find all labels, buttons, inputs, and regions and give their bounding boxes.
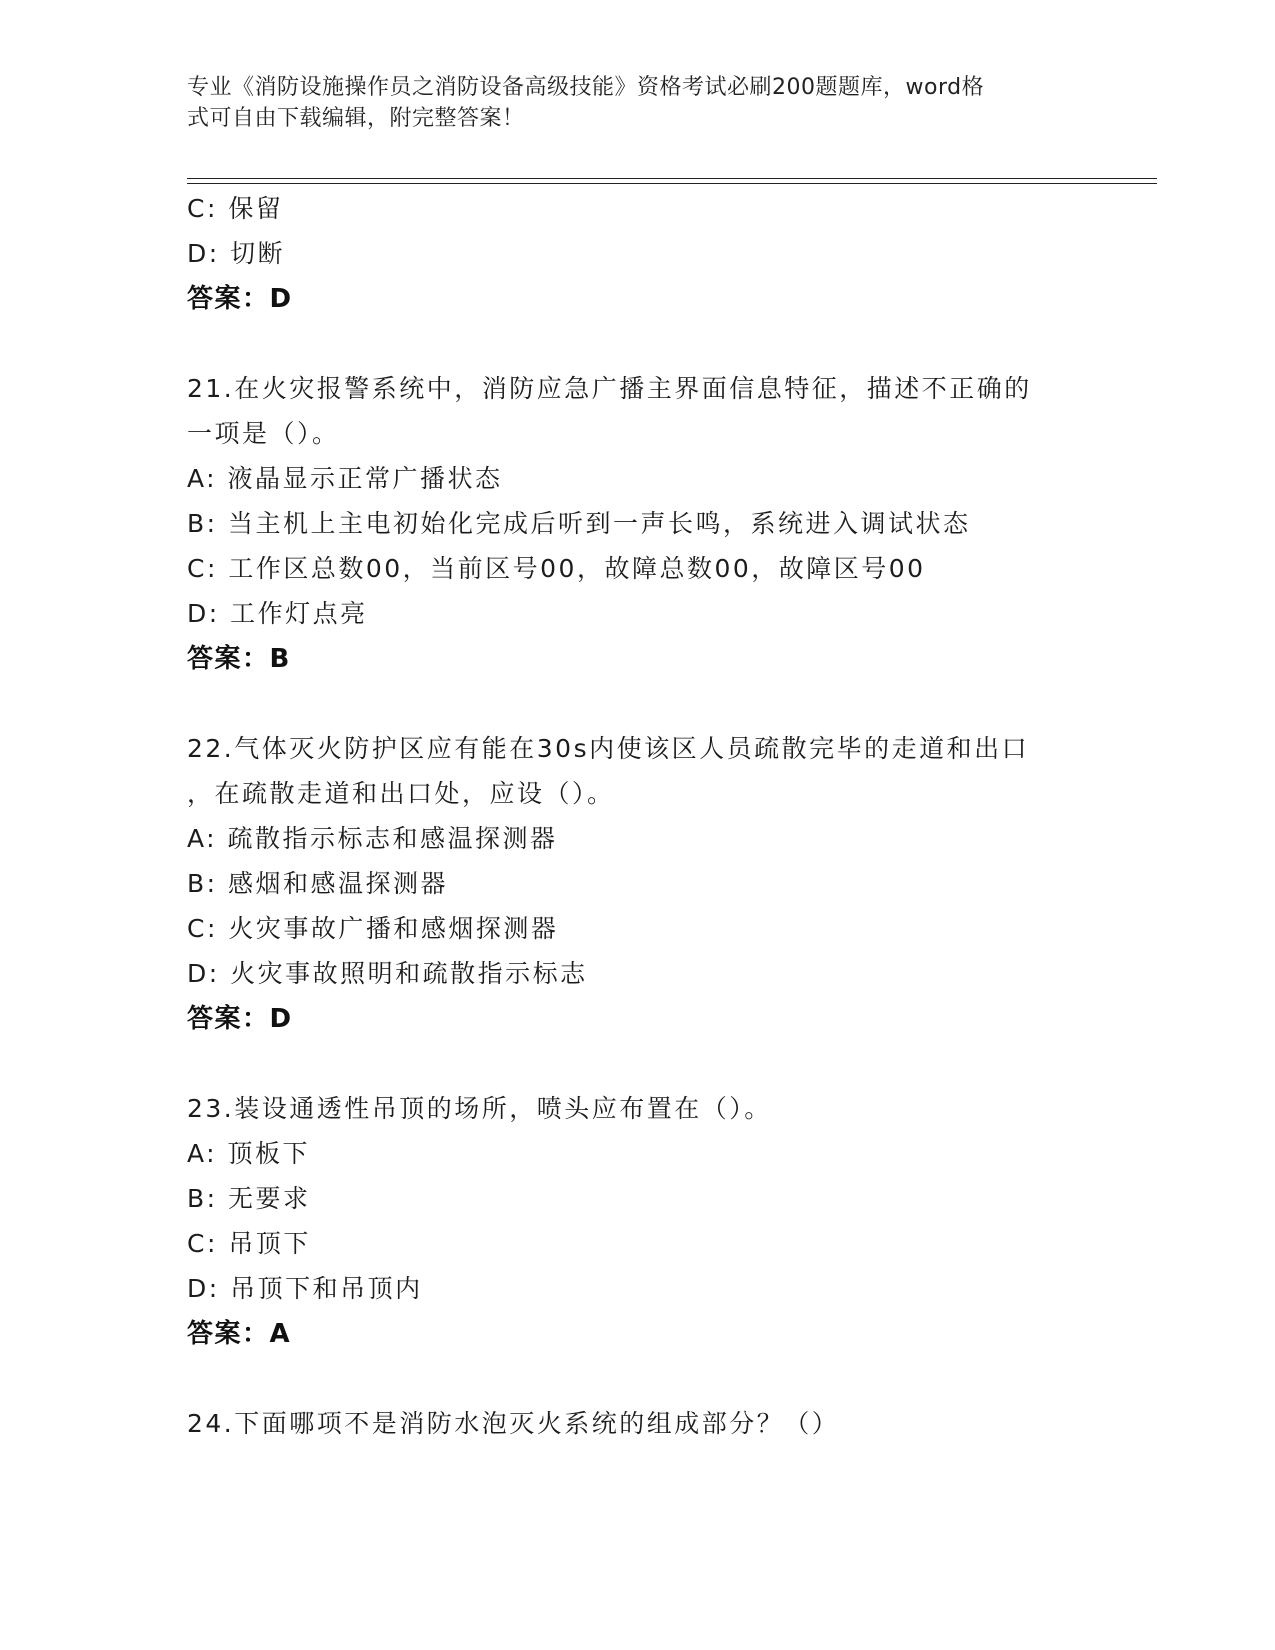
q22-stem-line-1: 22.气体灭火防护区应有能在30s内使该区人员疏散完毕的走道和出口 bbox=[187, 734, 1030, 763]
q21-option-b: B: 当主机上主电初始化完成后听到一声长鸣，系统进入调试状态 bbox=[187, 509, 971, 538]
header-divider-top bbox=[187, 178, 1157, 179]
q20-option-d: D: 切断 bbox=[187, 239, 286, 268]
q23-answer: 答案：A bbox=[187, 1319, 292, 1349]
q23-stem-line-1: 23.装设通透性吊顶的场所，喷头应布置在（）。 bbox=[187, 1094, 772, 1123]
q20-option-c: C: 保留 bbox=[187, 194, 284, 223]
q21-answer: 答案：B bbox=[187, 644, 291, 674]
q23-option-b: B: 无要求 bbox=[187, 1184, 311, 1213]
q21-option-a: A: 液晶显示正常广播状态 bbox=[187, 464, 503, 493]
q22-option-c: C: 火灾事故广播和感烟探测器 bbox=[187, 914, 559, 943]
document-header bbox=[187, 72, 1077, 134]
q22-stem-line-2: ，在疏散走道和出口处，应设（）。 bbox=[187, 779, 615, 808]
q23-option-d: D: 吊顶下和吊顶内 bbox=[187, 1274, 423, 1303]
q21-option-d: D: 工作灯点亮 bbox=[187, 599, 368, 628]
header-divider-bottom bbox=[187, 183, 1157, 184]
q20-answer: 答案：D bbox=[187, 284, 293, 314]
q21-stem-line-1: 21.在火灾报警系统中，消防应急广播主界面信息特征，描述不正确的 bbox=[187, 374, 1032, 403]
q22-option-d: D: 火灾事故照明和疏散指示标志 bbox=[187, 959, 588, 988]
q22-option-a: A: 疏散指示标志和感温探测器 bbox=[187, 824, 558, 853]
q22-answer: 答案：D bbox=[187, 1004, 293, 1034]
q22-option-b: B: 感烟和感温探测器 bbox=[187, 869, 449, 898]
q21-option-c: C: 工作区总数00，当前区号00，故障总数00，故障区号00 bbox=[187, 554, 926, 583]
q24-stem-line-1: 24.下面哪项不是消防水泡灭火系统的组成部分？（） bbox=[187, 1409, 840, 1438]
q23-option-a: A: 顶板下 bbox=[187, 1139, 311, 1168]
q23-option-c: C: 吊顶下 bbox=[187, 1229, 311, 1258]
header-line-1: 专业《消防设施操作员之消防设备高级技能》资格考试必刷200题题库，word格 bbox=[187, 75, 985, 100]
q21-stem-line-2: 一项是（）。 bbox=[187, 419, 340, 448]
header-line-2: 式可自由下载编辑，附完整答案！ bbox=[187, 106, 525, 131]
